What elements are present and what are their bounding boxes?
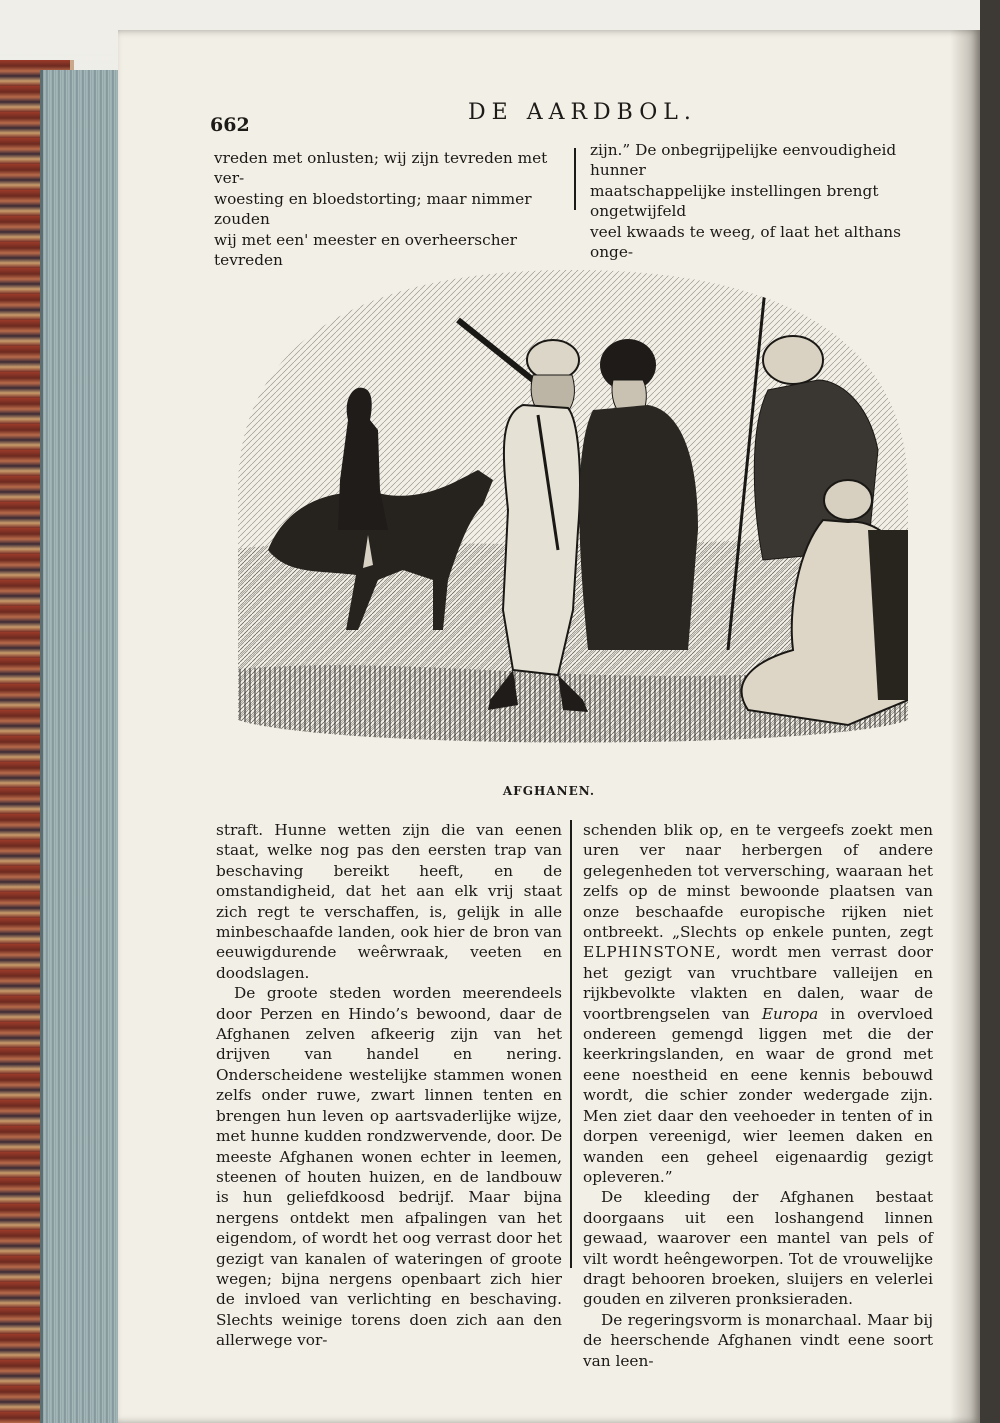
running-title: DE AARDBOL.: [468, 100, 697, 125]
text-line: wij met een' meester en overheerscher tevreden: [214, 230, 517, 270]
paragraph: De kleeding der Afghanen bestaat doorgaans uit een loshangend linnen gewaad, waarover een mantel van pels of vilt wordt heêngeworpen. Tot de vrouwelijke dragt behooren broeken, sluijers en velerlei gouden en zilveren pronksieraden.: [583, 1188, 933, 1309]
body-left-column: [216, 820, 562, 1351]
paragraph: De groote steden worden meerendeels door Perzen en Hindo’s bewoond, daar de Afghanen zelven afkeerig zijn van het drijven van handel en nering. Onderscheidene westelijke stammen wonen zelfs onder ruwe, zwart linnen tenten en brengen hun leven op aartsvaderlijke wijze, met hunne kudden rondzwervende, door. De meeste Afghanen wonen echter in leemen, steenen of houten huizen, en de landbouw is hun geliefdkoosd bedrijf. Maar bijna nergens ontdekt men afpalingen van het eigendom, of wordt het oog verrast door het gezigt van kanalen of wateringen of groote wegen; bijna nergens openbaart zich hier de invloed van verlichting en beschaving. Slechts weinige torens doen zich aan den allerwege vor-: [216, 984, 562, 1350]
paragraph: straft. Hunne wetten zijn die van eenen staat, welke nog pas den eersten trap van beschaving bereikt heeft, en de omstandigheid, dat het aan elk vrij staat zich regt te verschaffen, is, gelijk in alle minbeschaafde landen, ook hier de bron van eeuwigdurende weêrwraak, veeten en doodslagen.: [216, 821, 562, 982]
text-run: schenden blik op, en te vergeefs zoekt men uren ver naar herbergen of andere gelegenheden tot verversching, waaraan het zelfs op de minst bewoonde plaatsen van onze beschaafde europische rijken niet ontbreekt. „Slechts op enkele punten,: [583, 821, 933, 942]
text-run: zegt: [899, 923, 933, 942]
text-line: woesting en bloedstorting; maar nimmer zouden: [214, 189, 532, 229]
text-line: zijn.” De onbegrijpelijke eenvoudigheid hunner: [590, 141, 897, 180]
gutter-shadow: [950, 30, 980, 1423]
column-rule: [574, 148, 576, 210]
paragraph: De regeringsvorm is monarchaal. Maar bij de heerschende Afghanen vindt eene soort van leen-: [583, 1310, 933, 1370]
book-page: [118, 30, 980, 1423]
text-line: maatschappelijke instellingen brengt ongetwijfeld: [590, 181, 879, 221]
author-name: ELPHINSTONE: [583, 943, 717, 962]
body-right-column: [583, 820, 933, 1371]
engraving-illustration: [228, 230, 918, 770]
engraving-afghans: [228, 230, 918, 770]
text-line: veel kwaads te weeg, of laat het althans onge-: [590, 222, 902, 262]
column-rule: [570, 820, 572, 1268]
place-name: Europa: [761, 1004, 819, 1023]
paragraph: [583, 820, 933, 1187]
text-run: in overvloed ondereen gemengd liggen met die der keerkringslanden, en waar de grond met eene noestheid en eene kennis bebouwd wordt, die schier zonder wedergade zijn. Men ziet daar den veehoeder in tenten of in dorpen vereenigd, wier leemen daken en wanden een geheel eigenaardig gezigt opleveren.”: [583, 1004, 933, 1186]
text-line: vreden met onlusten; wij zijn tevreden met ver-: [214, 149, 548, 188]
book-page-edges: [40, 70, 121, 1423]
figure-caption: AFGHANEN.: [502, 784, 596, 798]
facing-page-edge: [980, 0, 1000, 1423]
text-run: , wordt men verrast door het gezigt van vruchtbare valleijen en rijkbevolkte vlakten en dalen, waar de voortbrengselen van: [583, 943, 933, 1023]
page-number: 662: [210, 114, 250, 136]
